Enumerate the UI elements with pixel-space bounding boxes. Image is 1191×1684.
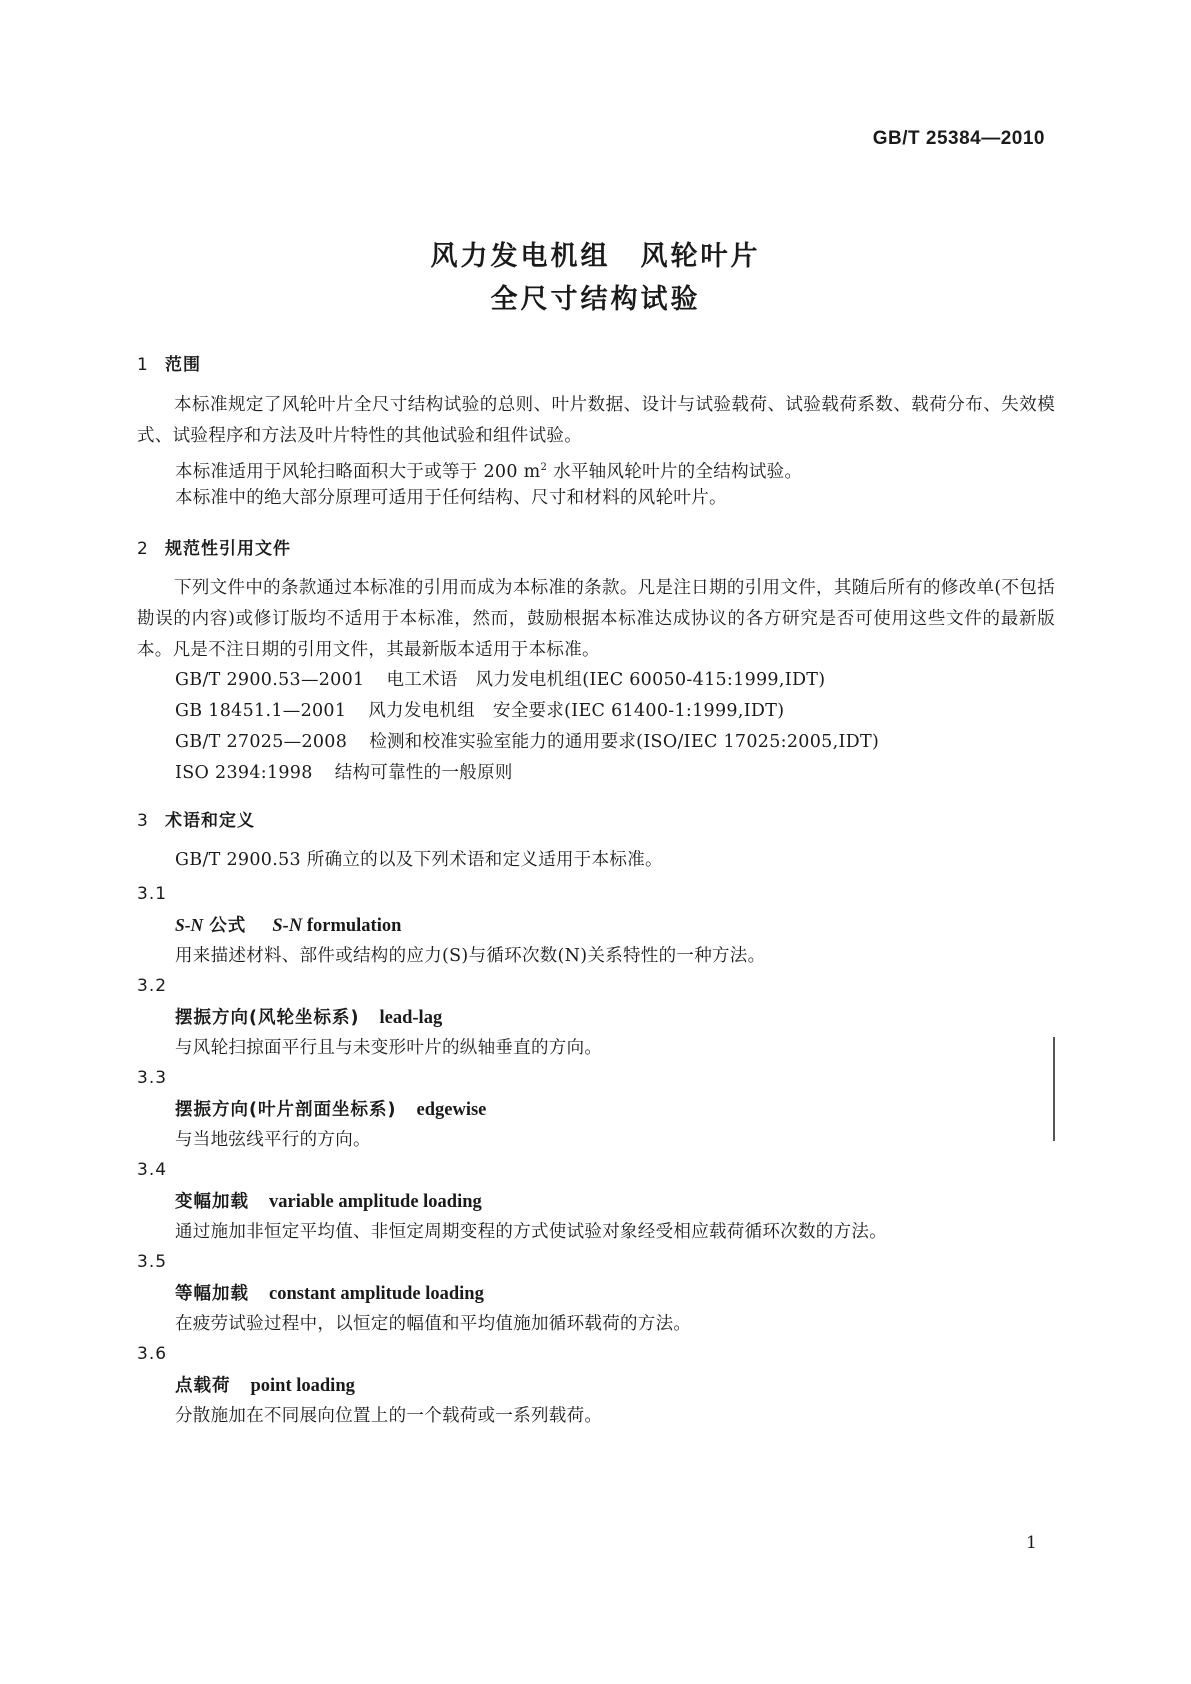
section-3-intro: GB/T 2900.53 所确立的以及下列术语和定义适用于本标准。 [175, 850, 663, 870]
term-english [272, 916, 401, 936]
reference-title: 风力发电机组 安全要求(IEC 61400-1:1999,IDT) [368, 701, 785, 721]
change-bar [1053, 1037, 1055, 1141]
section-number: 3 [137, 811, 149, 831]
section-1-heading [137, 350, 201, 375]
term-heading [175, 1280, 484, 1305]
document-title-line-2: 全尺寸结构试验 [490, 284, 701, 315]
reference-item [175, 665, 825, 696]
section-number: 2 [137, 539, 149, 559]
term-english: lead-lag [379, 1008, 443, 1028]
term-number: 3.3 [137, 1068, 168, 1088]
term-number: 3.5 [137, 1252, 168, 1272]
superscript: 2 [540, 462, 548, 473]
term-definition: 与当地弦线平行的方向。 [175, 1130, 371, 1150]
term-english: point loading [250, 1376, 355, 1396]
term-number: 3.4 [137, 1160, 168, 1180]
term-english: edgewise [416, 1100, 487, 1120]
reference-title: 电工术语 风力发电机组(IEC 60050-415:1999,IDT) [386, 670, 826, 690]
term-number: 3.2 [137, 976, 168, 996]
reference-item [175, 696, 784, 727]
section-2-heading [137, 534, 291, 559]
reference-code: GB/T 27025—2008 [175, 732, 348, 752]
term-heading [175, 1004, 442, 1029]
term-heading [175, 1188, 482, 1213]
page-number: 1 [1026, 1533, 1037, 1553]
reference-code: GB/T 2900.53—2001 [175, 670, 365, 690]
term-heading [175, 1096, 486, 1121]
term-chinese: 点载荷 [175, 1376, 231, 1396]
term-english-text: formulation [306, 916, 402, 936]
term-definition: 用来描述材料、部件或结构的应力(S)与循环次数(N)关系特性的一种方法。 [175, 946, 766, 966]
term-english: constant amplitude loading [269, 1284, 484, 1304]
paragraph-text: 水平轴风轮叶片的全结构试验。 [547, 461, 803, 482]
term-chinese: 等幅加载 [175, 1284, 249, 1304]
term-heading [175, 912, 401, 937]
term-number: 3.1 [137, 884, 168, 904]
section-title: 规范性引用文件 [165, 539, 291, 559]
section-1-paragraph-3: 本标准中的绝大部分原理可适用于任何结构、尺寸和材料的风轮叶片。 [175, 488, 727, 508]
section-3-heading [137, 806, 255, 831]
section-title: 术语和定义 [165, 811, 255, 831]
term-chinese: 摆振方向(风轮坐标系) [175, 1008, 360, 1028]
term-definition: 与风轮扫掠面平行且与未变形叶片的纵轴垂直的方向。 [175, 1038, 603, 1058]
term-symbol: S-N [175, 915, 204, 935]
term-definition: 分散施加在不同展向位置上的一个载荷或一系列载荷。 [175, 1406, 603, 1426]
reference-item [175, 727, 879, 758]
standard-code: GB/T 25384—2010 [872, 128, 1045, 149]
section-title: 范围 [165, 355, 201, 375]
section-number: 1 [137, 355, 149, 375]
term-number: 3.6 [137, 1344, 168, 1364]
document-title-line-1: 风力发电机组 风轮叶片 [430, 241, 761, 272]
term-symbol: S-N [272, 916, 303, 936]
term-definition: 在疲劳试验过程中，以恒定的幅值和平均值施加循环载荷的方法。 [175, 1314, 692, 1334]
paragraph-text: 本标准适用于风轮扫略面积大于或等于 200 m [175, 461, 541, 482]
term-heading [175, 1372, 355, 1397]
term-english: variable amplitude loading [269, 1192, 482, 1212]
reference-code: GB 18451.1—2001 [175, 701, 347, 721]
section-1-paragraph-1: 本标准规定了风轮叶片全尺寸结构试验的总则、叶片数据、设计与试验载荷、试验载荷系数、载荷分布、失效模式、试验程序和方法及叶片特性的其他试验和组件试验。 [137, 395, 1055, 446]
term-chinese: 摆振方向(叶片剖面坐标系) [175, 1100, 397, 1120]
reference-title: 检测和校准实验室能力的通用要求(ISO/IEC 17025:2005,IDT) [369, 732, 880, 752]
term-chinese: 变幅加载 [175, 1192, 249, 1212]
term-definition: 通过施加非恒定平均值、非恒定周期变程的方式使试验对象经受相应载荷循环次数的方法。 [175, 1222, 887, 1242]
reference-title: 结构可靠性的一般原则 [334, 763, 513, 783]
reference-code: ISO 2394:1998 [175, 763, 313, 783]
term-chinese: 公式 [209, 916, 247, 936]
reference-item [175, 758, 513, 789]
section-2-paragraph-1: 下列文件中的条款通过本标准的引用而成为本标准的条款。凡是注日期的引用文件，其随后所有的修改单(不包括勘误的内容)或修订版均不适用于本标准，然而，鼓励根据本标准达成协议的各方研究是否可使用这些文件的最新版本。凡是不注日期的引用文件，其最新版本适用于本标准。 [137, 578, 1055, 660]
